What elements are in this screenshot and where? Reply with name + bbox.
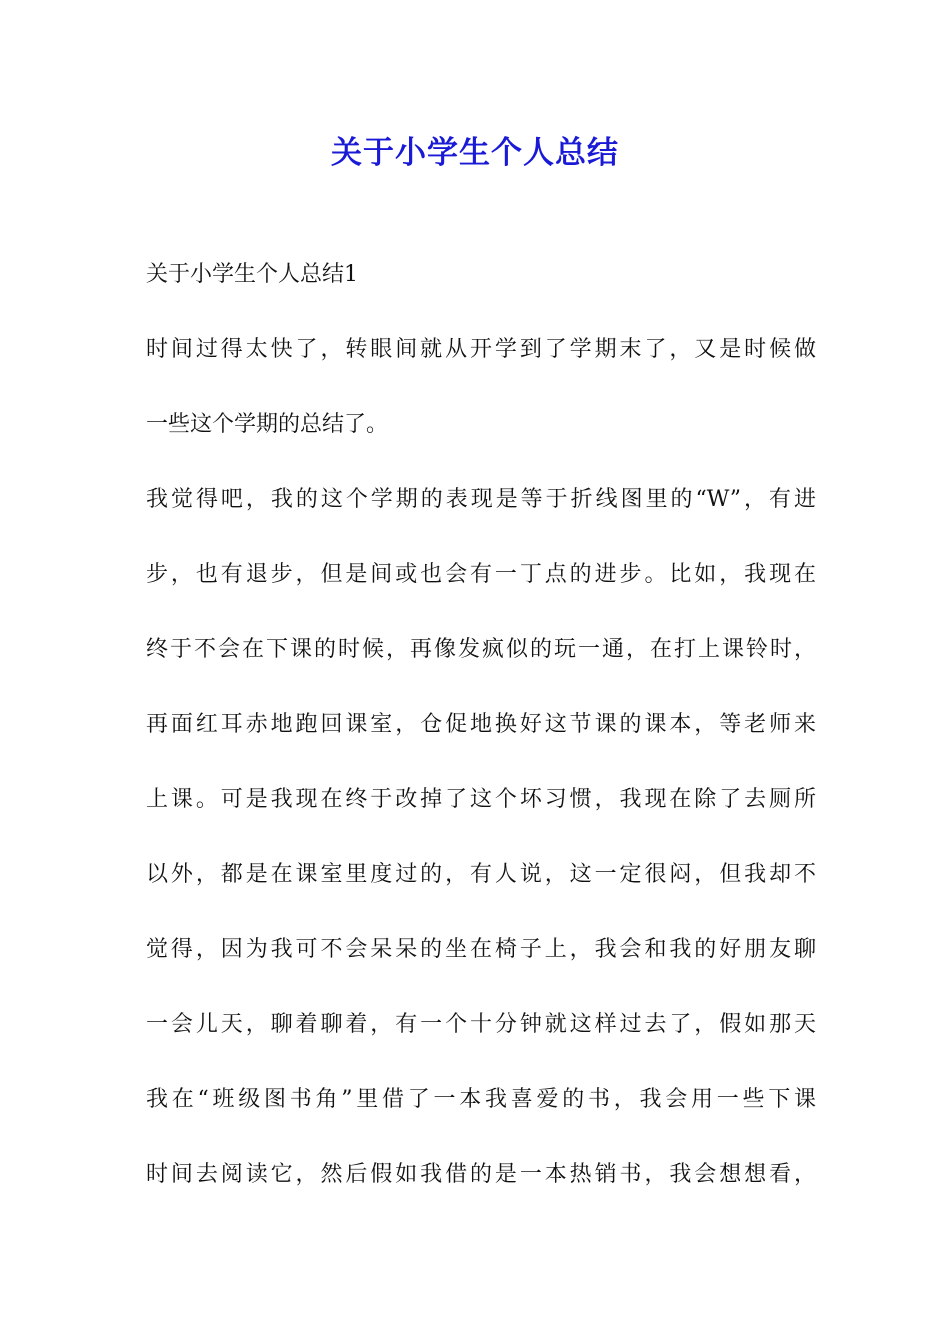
paragraph-line: 上课。可是我现在终于改掉了这个坏习惯，我现在除了去厕所 — [146, 787, 816, 812]
paragraph-line: 觉得，因为我可不会呆呆的坐在椅子上，我会和我的好朋友聊 — [146, 937, 816, 962]
section-heading: 关于小学生个人总结1 — [146, 262, 358, 287]
paragraph-line: 时间过得太快了，转眼间就从开学到了学期末了，又是时候做 — [146, 337, 816, 362]
paragraph-line: 时间去阅读它，然后假如我借的是一本热销书，我会想想看， — [146, 1162, 816, 1187]
paragraph-line: 再面红耳赤地跑回课室，仓促地换好这节课的课本，等老师来 — [146, 712, 816, 737]
paragraph-line: 终于不会在下课的时候，再像发疯似的玩一通，在打上课铃时， — [146, 637, 816, 662]
document-body — [146, 256, 816, 1194]
paragraph-line: 一些这个学期的总结了。 — [146, 412, 389, 437]
document-title: 关于小学生个人总结 — [331, 135, 619, 171]
paragraph-line: 我觉得吧，我的这个学期的表现是等于折线图里的“W”，有进 — [146, 487, 816, 512]
paragraph-line: 一会儿天，聊着聊着，有一个十分钟就这样过去了，假如那天 — [146, 1012, 816, 1037]
paragraph-line: 步，也有退步，但是间或也会有一丁点的进步。比如，我现在 — [146, 562, 816, 587]
paragraph-line: 我在“班级图书角”里借了一本我喜爱的书，我会用一些下课 — [146, 1087, 816, 1112]
paragraph-line: 以外，都是在课室里度过的，有人说，这一定很闷，但我却不 — [146, 862, 816, 887]
